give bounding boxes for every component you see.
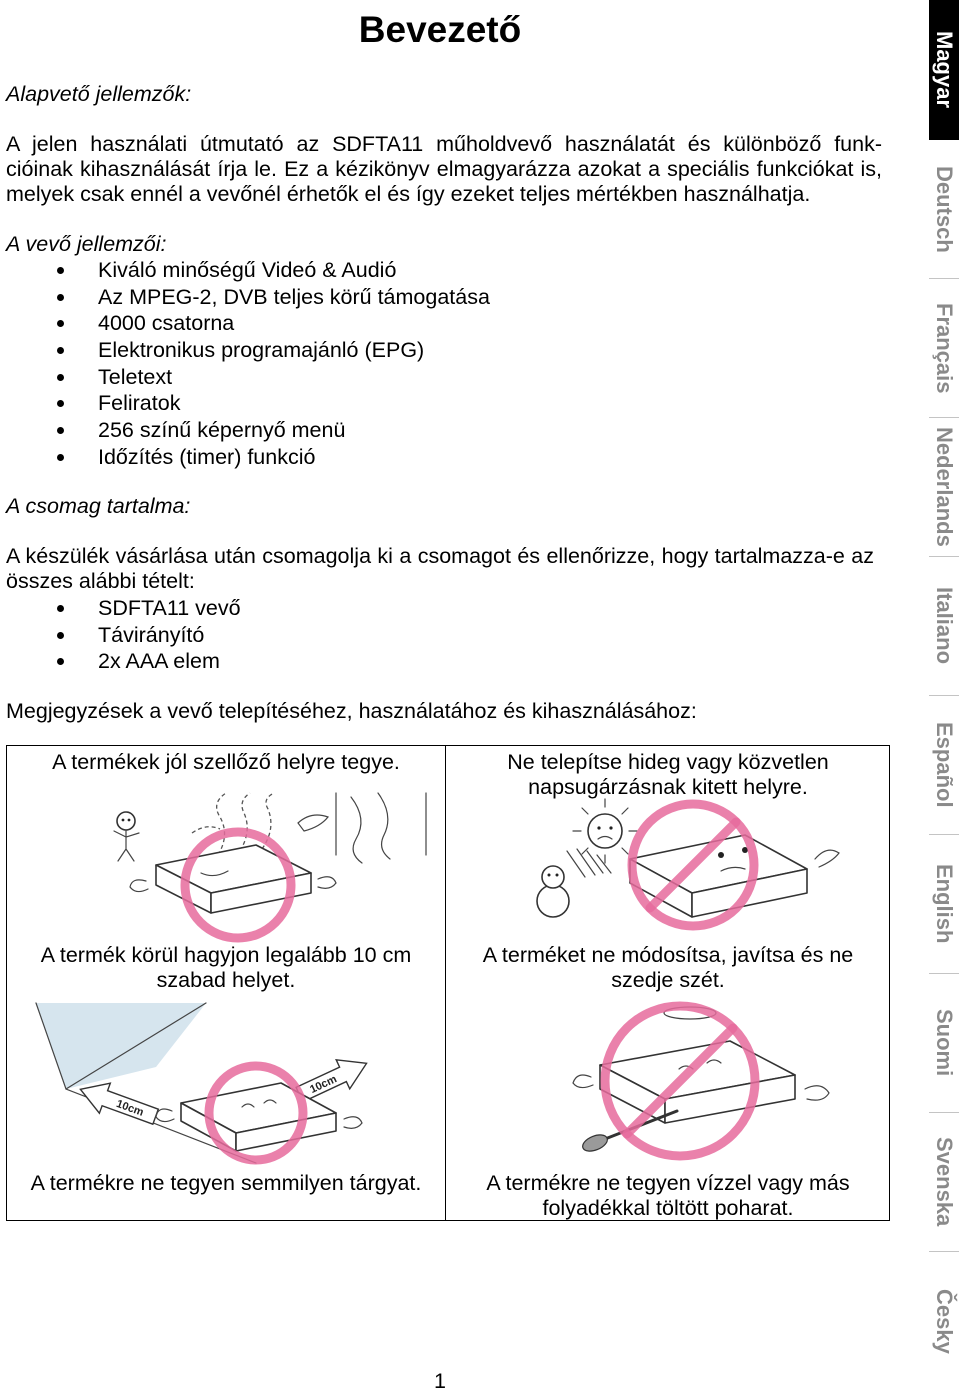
- sun-face: [573, 799, 637, 863]
- bullet-icon: [57, 294, 64, 301]
- bullet-icon: [57, 267, 64, 274]
- receiver-features-list: [0, 257, 900, 471]
- figure-eye: [122, 819, 125, 822]
- tab-label: Česky: [932, 1289, 957, 1354]
- list-item: [0, 284, 900, 311]
- bullet-icon: [57, 400, 64, 407]
- figure-eye: [128, 819, 131, 822]
- list-item-text: 2x AAA elem: [98, 649, 220, 673]
- clearance-label: 10cm: [114, 1097, 146, 1119]
- language-tab-suomi: [929, 974, 959, 1113]
- bullet-icon: [57, 347, 64, 354]
- list-item-text: Teletext: [98, 364, 173, 389]
- caption-line: szedje szét.: [611, 968, 725, 992]
- curtain-fold: [378, 793, 390, 859]
- bullet-icon: [57, 454, 64, 461]
- hand-drawing: [130, 880, 148, 892]
- caption-no-objects: [7, 1171, 445, 1196]
- snowman-head: [542, 866, 564, 888]
- bullet-icon: [57, 658, 64, 665]
- hand-drawing: [156, 1109, 174, 1122]
- caption-no-disassembly: [446, 943, 890, 993]
- caption-line: A terméket ne módosítsa, javítsa és ne: [482, 943, 854, 967]
- language-tab-italiano: [929, 557, 959, 696]
- hand-drawing: [573, 1075, 593, 1088]
- list-item-text: Feliratok: [98, 391, 181, 416]
- curtain-fold: [351, 797, 362, 863]
- list-item-text: Az MPEG-2, DVB teljes körű támogatása: [98, 284, 490, 309]
- bullet-icon: [57, 427, 64, 434]
- hand-drawing: [318, 877, 336, 889]
- screwdriver-handle: [580, 1132, 609, 1155]
- language-tab-francais: [929, 279, 959, 418]
- caption-line: A termék körül hagyjon legalább 10 cm: [40, 943, 412, 967]
- snowman: [537, 866, 569, 917]
- tab-label: Svenska: [932, 1137, 957, 1227]
- list-item: [0, 444, 900, 471]
- package-heading: A csomag tartalma:: [6, 494, 191, 518]
- caption-line: A termékre ne tegyen semmilyen tárgyat.: [30, 1171, 422, 1195]
- language-tab-cesky: [929, 1252, 959, 1391]
- tab-label: Italiano: [932, 587, 957, 665]
- language-tab-espanol: [929, 696, 959, 835]
- list-item: [0, 648, 900, 675]
- list-item: [0, 622, 900, 649]
- list-item: [0, 417, 900, 444]
- list-item-text: Időzítés (timer) funkció: [98, 444, 316, 469]
- receiver-box-drawing: [130, 845, 336, 913]
- package-line: összes alábbi tételt:: [6, 569, 195, 593]
- list-item-text: Kiváló minőségű Videó & Audió: [98, 258, 397, 282]
- tab-label: English: [932, 864, 957, 944]
- figure-body: [114, 830, 139, 861]
- list-item-text: Elektronikus programajánló (EPG): [98, 338, 425, 363]
- sun-disc: [588, 814, 622, 848]
- no-disassembly-illustration: [445, 993, 890, 1165]
- clearance-illustration: [6, 993, 445, 1165]
- language-tab-english: [929, 835, 959, 974]
- language-tab-magyar: [929, 0, 959, 140]
- sun-eye: [609, 826, 612, 829]
- caption-ventilation: [7, 750, 445, 775]
- page-title: Bevezető: [358, 9, 522, 50]
- tab-label: Français: [932, 302, 957, 394]
- curtain-drawing: [298, 793, 426, 863]
- language-tab-deutsch: [929, 140, 959, 279]
- tab-label: Magyar: [932, 31, 957, 109]
- language-tab-nederlands: [929, 418, 959, 557]
- list-item-text: SDFTA11 vevő: [98, 596, 241, 620]
- package-paragraph: [6, 544, 874, 594]
- language-tab-svenska: [929, 1113, 959, 1252]
- list-item: [0, 595, 900, 622]
- hand-drawing: [805, 1086, 829, 1100]
- no-cold-sunlight-illustration: [445, 793, 890, 940]
- caption-line: szabad helyet.: [156, 968, 296, 992]
- list-item-text: Távirányító: [98, 622, 205, 647]
- caption-line: A termékre ne tegyen vízzel vagy más: [486, 1171, 850, 1195]
- tab-label: Nederlands: [932, 427, 957, 547]
- bullet-icon: [57, 632, 64, 639]
- tab-label: Deutsch: [932, 165, 957, 253]
- list-item: [0, 257, 900, 284]
- intro-line: melyek csak ennél a vevőnél érhetők el és így ezeket teljes mértékben használhatja.: [6, 182, 811, 206]
- caption-line: A termékek jól szellőző helyre tegye.: [52, 750, 400, 774]
- figure-head: [117, 812, 135, 830]
- package-items-list: [0, 595, 900, 675]
- sun-eye: [597, 826, 600, 829]
- cartoon-figure: [114, 812, 139, 861]
- box-eye: [718, 852, 724, 858]
- ventilation-illustration: [6, 793, 445, 940]
- page-number: 1: [434, 1369, 446, 1393]
- caption-line: napsugárzásnak kitett helyre.: [528, 775, 808, 799]
- hand-drawing: [298, 815, 328, 831]
- intro-paragraph: [6, 132, 882, 207]
- snowman-eye: [556, 874, 559, 877]
- caption-line: Ne telepítse hideg vagy közvetlen: [507, 750, 829, 774]
- list-item-text: 4000 csatorna: [98, 311, 235, 336]
- caption-clearance: [7, 943, 445, 993]
- tab-label: Español: [932, 722, 957, 808]
- bullet-icon: [57, 605, 64, 612]
- list-item: [0, 364, 900, 391]
- intro-line: cióinak kihasználását írja le. Ez a kézikönyv elmagyarázza azokat a speciális funkciókat is,: [6, 157, 882, 181]
- hand-drawing: [815, 850, 839, 867]
- tab-label: Suomi: [932, 1009, 957, 1077]
- list-item-text: 256 színű képernyő menü: [98, 418, 346, 443]
- basic-features-heading: Alapvető jellemzők:: [6, 82, 192, 106]
- caption-line: folyadékkal töltött poharat.: [542, 1196, 794, 1220]
- bullet-icon: [57, 320, 64, 327]
- language-sidebar: [929, 0, 959, 1393]
- clearance-label: 10cm: [308, 1073, 339, 1096]
- bullet-icon: [57, 374, 64, 381]
- snowman-body: [537, 885, 569, 917]
- snowman-eye: [548, 874, 551, 877]
- list-item: [0, 310, 900, 337]
- list-item: [0, 337, 900, 364]
- hand-drawing: [344, 1117, 362, 1129]
- package-line: A készülék vásárlása után csomagolja ki a csomagot és ellenőrizze, hogy tartalmazza-e az: [6, 544, 874, 568]
- notes-heading: Megjegyzések a vevő telepítéséhez, használatához és kihasználásához:: [6, 699, 697, 723]
- list-item: [0, 390, 900, 417]
- caption-no-liquids: [446, 1171, 890, 1221]
- receiver-box-drawing: [156, 1083, 362, 1151]
- intro-line: A jelen használati útmutató az SDFTA11 műholdvevő használatát és különböző funk-: [6, 132, 882, 156]
- receiver-features-heading: A vevő jellemzői:: [6, 232, 167, 256]
